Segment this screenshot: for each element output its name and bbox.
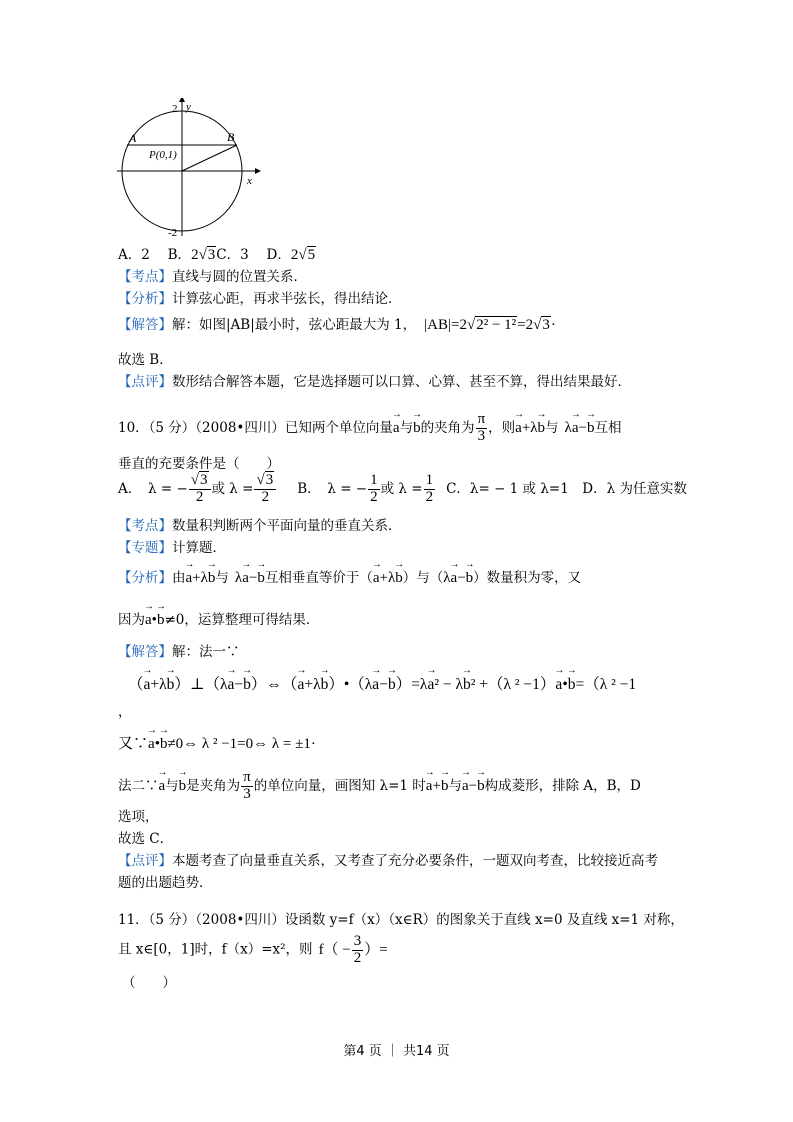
q10-fa2-line1: 法二∵→ a与→ b是夹角为 $\frac{\pi}{3}$ 的单位向量，画图知 λ=1 时→ a+→ b与→ a−→ b构成菱形，排除 A，B，D — [118, 770, 641, 803]
q9-fenxi: 【分析】计算弦心距，再求半弦长，得出结论． — [118, 291, 402, 307]
q9-choose: 故选 B． — [118, 352, 173, 368]
q10-stem-line1: 10．（5 分）（2008•四川）已知两个单位向量→ a与→ b的夹角为 $\frac{\pi}{3}$ ，则→ a+λ→ b与 λ→ a−→ b互相 — [118, 412, 621, 445]
q10-dianping-line2: 题的出题趋势． — [118, 875, 213, 891]
bottom-label: -2 — [168, 227, 178, 239]
q10-dianping-line1: 【点评】本题考查了向量垂直关系，又考查了充分必要条件，一题双向考查，比较接近高考 — [118, 853, 658, 869]
q11-stem-line1: 11．（5 分）（2008•四川）设函数 y=f（x）（x∈R）的图象关于直线 x=0 及直线 x=1 对称， — [118, 912, 684, 928]
q10-equation: （→ a+λ→ b）⊥（λ→ a−→ b）⇔（→ a+λ→ b）•（λ→ a−→ b）=λ→ a² − λ→ b² +（λ ² −1）→ a•→ b=（λ ² −1 — [128, 672, 636, 694]
q10-you: 又∵→ a•→ b≠0⇔ λ ² −1=0⇔ λ = ±1· — [118, 732, 316, 753]
q10-jieda: 【解答】解：法一∵ — [118, 644, 240, 660]
point-a-label: A — [129, 131, 137, 145]
q10-stem-line2: 垂直的充要条件是（ ） — [118, 456, 280, 472]
q10-equation-comma: ， — [118, 704, 132, 720]
q11-stem-line3: （ ） — [122, 975, 176, 991]
x-axis-label: x — [247, 175, 252, 187]
point-b-label: B — [227, 130, 235, 144]
radius-ob — [182, 145, 237, 171]
q10-zhuanti: 【专题】计算题． — [118, 540, 226, 556]
q9-dianping: 【点评】数形结合解答本题，它是选择题可以口算、心算、甚至不算，得出结果最好． — [118, 374, 631, 390]
q10-options: A． λ = − $\frac{√3}{2}$ 或 λ = $\frac{√3}{2}$ B． λ = − $\frac{1}{2}$ 或 λ = $\frac{1}{2}$ C．λ= − 1 或 λ=1 D．λ 为任意实数 — [118, 472, 687, 505]
q11-stem-line2: 且 x∈[0，1]时，f（x）=x²，则 f（ − $\frac{3}{2}$ ）= — [118, 933, 388, 966]
q9-kaodian: 【考点】直线与圆的位置关系． — [118, 269, 307, 285]
q10-fa2-line2: 选项， — [118, 809, 159, 825]
q10-kaodian: 【考点】数量积判断两个平面向量的垂直关系． — [118, 518, 402, 534]
q9-options: A．2 B．2√3C．3 D．2√5 — [118, 247, 316, 263]
q10-fenxi-line2: 因为→ a•→ b≠0，运算整理可得结果． — [118, 608, 319, 629]
point-p-label: P(0,1) — [149, 149, 177, 161]
q10-choose: 故选 C． — [118, 831, 174, 847]
top-label: 2 — [172, 103, 178, 115]
q9-jieda: 【解答】解：如图|AB|最小时，弦心距最大为 1， |AB|=2√2² − 1²=2√3· — [118, 317, 556, 333]
page-footer: 第4 页 ｜ 共14 页 — [343, 1044, 450, 1059]
y-axis-label: y — [186, 101, 191, 113]
q10-fenxi-line1: 【分析】由→ a+λ→ b与 λ→ a−→ b互相垂直等价于（→ a+λ→ b）与（λ→ a−→ b）数量积为零，又 — [118, 566, 581, 587]
circle-diagram — [115, 98, 265, 240]
